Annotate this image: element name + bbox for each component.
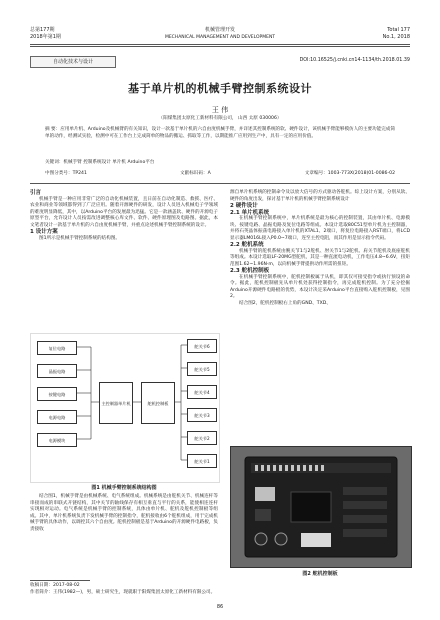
power-module-box: 电源模块 [37, 433, 77, 447]
author: 王 伟 [211, 106, 229, 114]
left-column-continued: 结合图1，机械手臂是由机械系统、电气系统组成。机械系统是由舵机关节、机械连杆等串接而成的串联式开链结构，其中关节的轴线保存有相互垂直与平行的关系，能使相连连杆实现相对运动。电气系统是机械手臂的控制系统，具体由单片机、舵机及舵机控制板等组成。其中，单片机系统负责下发机械手臂的控制指令，舵机接收由6个舵机组成，用于完成机械手臂的具体动作，以调控其六个自由度。舵机控制板是基于Arduino的开源硬件电路板，负责接收 [30, 494, 218, 532]
keywords: 关键词：机械手臂 控制系统设计 单片机 Arduino平台 [45, 160, 155, 165]
section-2-1-heading: 2.1 单片机系统 [230, 209, 270, 216]
footnote-rule [30, 580, 90, 581]
section-1-paragraph: 图1所示是机械手臂控制系统的结构图。 [39, 235, 121, 241]
figure-1-diagram [30, 333, 220, 483]
received-date: 收稿日期：2017-08-02 [30, 583, 80, 588]
crystal-circuit-box: 晶振电路 [37, 364, 77, 378]
power-circuit-box: 电源电路 [37, 410, 77, 424]
section-2-1-paragraph: 在机械手臂控制系统中，单片机系统是最为核心的控制装置，其由单片机、电源模块、按键电路、晶振电路及复位电路等组成。本设计选取80C51型单片机为主控制器，并将石英晶体振荡电路接入单片机的XTAL1、2端口，将复位电路接入RST端口，将LCD显示器LM016L接入P0.0~7端口，连至主控电阻，而其作用是显示指令代码。 [230, 216, 410, 241]
joint-6-box: 舵关节6 [187, 339, 217, 353]
header-rule [30, 44, 410, 45]
journal-name-cn: 机械管理开发 [204, 27, 235, 33]
section-2-2-heading: 2.2 舵机系统 [230, 242, 264, 248]
category-tag: 自动化技术与设计 [30, 56, 116, 68]
joint-2-box: 舵关节2 [187, 431, 217, 445]
intro-paragraph: 机械手臂是一种应用非常广泛的自动化机械装置，且日前在自动化制造、救援、医疗、农业和商业等领域都得到了广泛应用。随着开源硬件的研发，设计人员进入机械电子学领域的难度明显降低，其中，以Arduino平台的发展最为迅猛。它是一款涵盖软、硬件的开源电子原型平台，允许设计人员按需改进调整核心库文件、软件、硬件原理图及电路图。据此，本文笔者设计一款基于单片机的六自由度机械手臂，并重点论述机械手臂控制系统的设计。 [30, 196, 218, 228]
document-code: 文献标识码：A [180, 171, 211, 176]
section-2-3-end: 结合图2，舵机控制板右上角的GND、TXD、 [239, 300, 331, 306]
issue-number: 2018年第1期 [30, 34, 61, 40]
board-illustration [231, 447, 411, 567]
joint-1-box: 舵关节1 [187, 454, 217, 468]
affiliation: （阳煤集团太原化工新材料有限公司， 山西 太原 030006） [158, 116, 282, 121]
article-number: 文章编号：1003-773X(2018)01-0086-02 [304, 171, 395, 176]
journal-name-en: MECHANICAL MANAGEMENT AND DEVELOPMENT [164, 35, 276, 40]
author-bio: 作者简介：王伟(1982—)，男，硕士研究生，现就职于阳煤集团太原化工新材料有限公司。 [30, 589, 216, 595]
abstract: 摘 要：应用单片机、Arduino及机械臂的有关知识，设计一款基于单片机的六自由度机械手臂，并详述其控制系统的软、硬件设计，该机械手臂能够模仿人的主要功能完成简单的动作，经测试实验，检测中可在工作台上完成简单的物品的搬运、抓取等工作，以期能推广应用到生产中，具有一定的应用价值。 [45, 127, 395, 139]
page-number: 86 [216, 604, 224, 610]
main-controller-box: 主控制器单片机 [99, 382, 133, 424]
figure-1-caption: 图1 机械手臂控制系统结构图 [91, 485, 157, 491]
reset-circuit-box: 复位电路 [37, 341, 77, 355]
header-rule-thin [30, 46, 410, 47]
classification-row [45, 171, 395, 179]
paper-title: 基于单片机的机械手臂控制系统设计 [128, 82, 312, 95]
figure-2-caption: 图2 舵机控制板 [302, 571, 338, 577]
left-column [30, 190, 218, 242]
number-en: No.1, 2018 [382, 34, 410, 40]
header-right [320, 27, 410, 41]
servo-board-box: 舵机控制板 [141, 382, 175, 424]
intro-heading: 引言 [30, 190, 42, 196]
total-en: Total 177 [387, 27, 410, 33]
section-2-3-heading: 2.3 舵机控制板 [230, 268, 270, 274]
figure-2-board-photo [230, 446, 412, 568]
header-left [30, 27, 120, 41]
joint-4-box: 舵关节4 [187, 385, 217, 399]
doi: DOI:10.16525/j.cnki.cn14-1134/th.2018.01.39 [299, 58, 410, 63]
joint-5-box: 舵关节5 [187, 362, 217, 376]
header-center [140, 27, 300, 41]
abstract-rule [30, 183, 410, 184]
issue-total: 总第177期 [30, 27, 55, 33]
right-column [230, 190, 410, 307]
clc-number: 中图分类号：TP241 [45, 171, 87, 176]
joint-3-box: 舵关节3 [187, 408, 217, 422]
key-circuit-box: 按键电路 [37, 387, 77, 401]
section-2-2-paragraph: 机械手臂的舵机系统由腕关节1与2舵机、肘关节1与2舵机、肩关节舵机及底座舵机等组成。本设计选取LF-20MG型舵机，其是一种直流电动机，工作电压4.8~6.6V，扭矩范围1.62~1.96N·m，以向机械手臂提供动作所需的扭矩。 [230, 248, 410, 267]
section-2-3-paragraph: 在机械手臂控制系统中，舵机控制板属于从机，即其仅可接受指令或执行预设的命令。据此，舵机控制板先从单片机处获得控制指令，再完成舵机控制。为了充分挖掘Arduino开源硬件电路板的优势，本设计决定采Arduino平台直接购入舵机控制板，见图2。 [230, 274, 410, 299]
right-intro-paragraph: 源自单片机系统的控制命令及以放大信号的方式驱动各舵机。综上设计方案，分别从软、硬件的角度出发，探讨基于单片机的机械手臂控制系统设计 [230, 190, 410, 202]
section-2-heading: 2 硬件设计 [230, 203, 258, 209]
section-1-heading: 1 设计方案 [30, 229, 58, 235]
footnote [30, 583, 218, 596]
